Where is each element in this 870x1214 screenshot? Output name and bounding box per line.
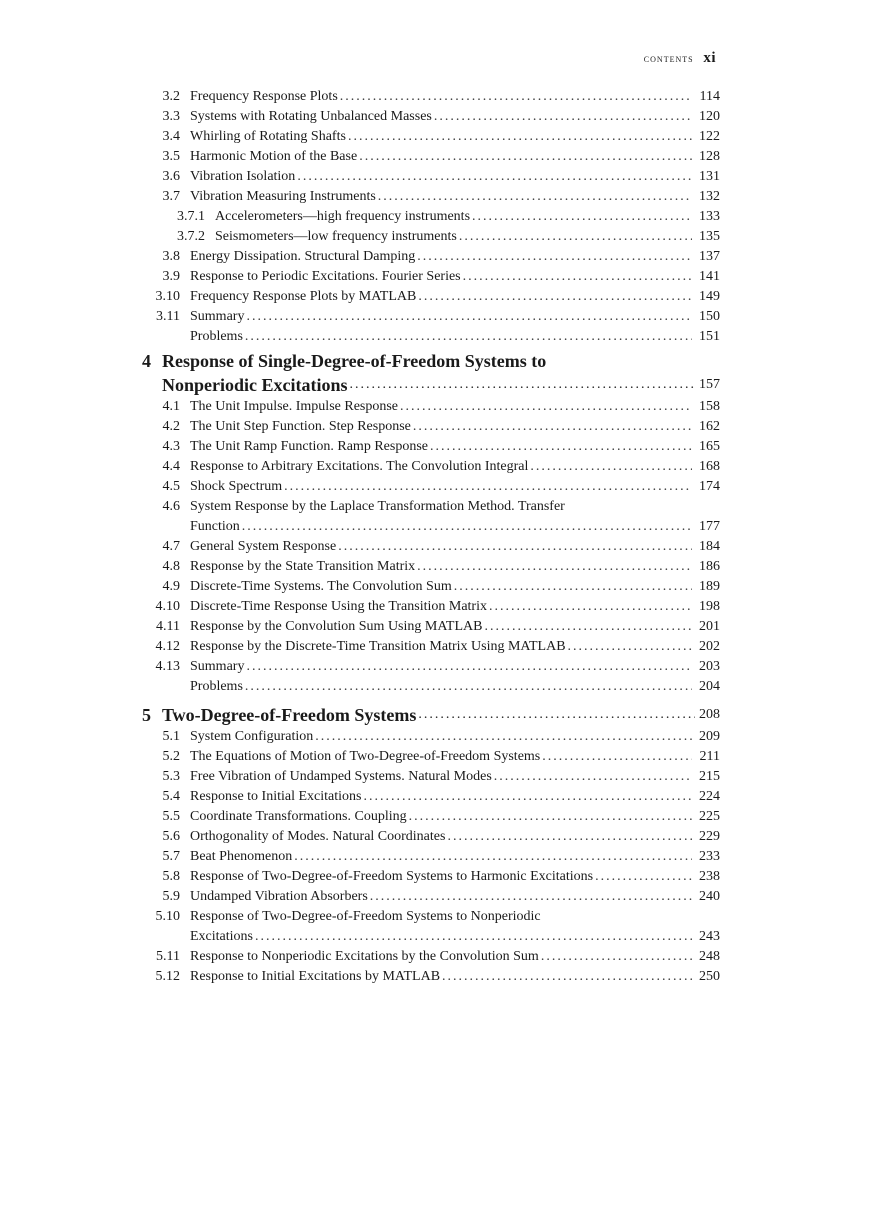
section-number: 4.4: [162, 459, 180, 474]
toc-entry: [130, 846, 720, 866]
leader-dots: [348, 128, 692, 146]
section-title: Undamped Vibration Absorbers: [190, 889, 368, 904]
toc-entry: [130, 886, 720, 906]
section-title: System Response by the Laplace Transformation Method. Transfer: [190, 499, 565, 514]
section-number: 4.5: [162, 479, 180, 494]
toc-section-ch4: [130, 396, 720, 696]
page-ref: 135: [699, 229, 720, 244]
toc-entry: [130, 556, 720, 576]
leader-dots: [454, 578, 692, 596]
chapter-4-heading: [142, 348, 720, 372]
page-ref: 243: [699, 929, 720, 944]
toc-entry: [130, 166, 720, 186]
toc-entry: [130, 246, 720, 266]
section-title: Response by the Convolution Sum Using MATLAB: [190, 619, 483, 634]
section-title: Accelerometers—high frequency instruments: [215, 209, 471, 224]
chapter-page: 208: [699, 707, 720, 722]
section-number: 3.7.2: [177, 229, 205, 244]
page-ref: 224: [699, 789, 720, 804]
leader-dots: [297, 168, 692, 186]
leader-dots: [370, 888, 692, 906]
section-number: 5.4: [162, 789, 180, 804]
section-number: 5.2: [162, 749, 180, 764]
leader-dots: [418, 288, 692, 306]
chapter-4-heading-cont: [142, 372, 720, 396]
section-number: 3.4: [162, 129, 180, 144]
toc-entry: [130, 86, 720, 106]
page-ref: 149: [699, 289, 720, 304]
section-number: 5.1: [162, 729, 180, 744]
section-number: 4.13: [155, 659, 180, 674]
toc-entry: [130, 536, 720, 556]
leader-dots: [255, 928, 692, 946]
toc-entry: [130, 786, 720, 806]
leader-dots: [530, 458, 692, 476]
toc-entry: [130, 926, 720, 946]
section-number: 4.7: [162, 539, 180, 554]
page-ref: 133: [699, 209, 720, 224]
section-number: 4.11: [156, 619, 180, 634]
toc-entry: [130, 226, 720, 246]
section-number: 4.9: [162, 579, 180, 594]
toc-section-ch5: [130, 726, 720, 986]
leader-dots: [315, 728, 692, 746]
page-ref: 209: [699, 729, 720, 744]
section-title: Energy Dissipation. Structural Damping: [190, 249, 416, 264]
leader-dots: [417, 558, 692, 576]
toc-entry: [130, 576, 720, 596]
section-title: Vibration Isolation: [190, 169, 296, 184]
toc-entry: [130, 866, 720, 886]
leader-dots: [242, 518, 692, 536]
leader-dots: [484, 618, 692, 636]
section-number: 5.5: [162, 809, 180, 824]
leader-dots: [400, 398, 692, 416]
section-title: Summary: [190, 659, 245, 674]
section-title: Summary: [190, 309, 245, 324]
page-ref: 131: [699, 169, 720, 184]
page-ref: 238: [699, 869, 720, 884]
section-number: 3.6: [162, 169, 180, 184]
section-number: 5.10: [155, 909, 180, 924]
page-ref: 248: [699, 949, 720, 964]
leader-dots: [541, 948, 692, 966]
leader-dots: [340, 88, 692, 106]
page-ref: 215: [699, 769, 720, 784]
leader-dots: [568, 638, 692, 656]
page-ref: 168: [699, 459, 720, 474]
toc-entry: [130, 266, 720, 286]
section-title: Response to Arbitrary Excitations. The Convolution Integral: [190, 459, 529, 474]
chapter-title: Two-Degree-of-Freedom Systems: [162, 705, 417, 725]
page-ref: 211: [699, 749, 720, 764]
toc-entry: [130, 966, 720, 986]
leader-dots: [284, 478, 692, 496]
page-ref: 158: [699, 399, 720, 414]
page-ref: 151: [699, 329, 720, 344]
chapter-5-heading: [142, 700, 720, 726]
toc-entry: [130, 906, 720, 926]
section-title: Function: [190, 519, 240, 534]
toc-section-ch3: [130, 86, 720, 346]
leader-dots: [463, 268, 692, 286]
toc-entry: [130, 326, 720, 346]
leader-dots: [494, 768, 692, 786]
page-ref: 120: [699, 109, 720, 124]
section-title: Whirling of Rotating Shafts: [190, 129, 346, 144]
toc-entry: [130, 286, 720, 306]
section-number: 5.3: [162, 769, 180, 784]
section-title: Systems with Rotating Unbalanced Masses: [190, 109, 432, 124]
page-ref: 240: [699, 889, 720, 904]
section-title: The Unit Step Function. Step Response: [190, 419, 411, 434]
section-title: Seismometers—low frequency instruments: [215, 229, 457, 244]
page-ref: 203: [699, 659, 720, 674]
leader-dots: [363, 788, 692, 806]
chapter-title-cont: Nonperiodic Excitations: [162, 375, 348, 395]
page-ref: 233: [699, 849, 720, 864]
leader-dots: [459, 228, 692, 246]
toc-entry: [130, 766, 720, 786]
section-number: 5.8: [162, 869, 180, 884]
toc-entry: [130, 726, 720, 746]
section-title: Frequency Response Plots: [190, 89, 338, 104]
toc-entry: [130, 616, 720, 636]
page-ref: 201: [699, 619, 720, 634]
page-ref: 202: [699, 639, 720, 654]
section-number: 3.9: [162, 269, 180, 284]
section-title: Free Vibration of Undamped Systems. Natural Modes: [190, 769, 492, 784]
leader-dots: [409, 808, 692, 826]
page-ref: 132: [699, 189, 720, 204]
section-number: 5.12: [155, 969, 180, 984]
toc-entry: [130, 206, 720, 226]
section-title: Response by the Discrete-Time Transition Matrix Using MATLAB: [190, 639, 566, 654]
section-title: Discrete-Time Systems. The Convolution Sum: [190, 579, 452, 594]
section-number: 4.8: [162, 559, 180, 574]
section-title: Response by the State Transition Matrix: [190, 559, 416, 574]
section-number: 5.7: [162, 849, 180, 864]
section-title: The Equations of Motion of Two-Degree-of-Freedom Systems: [190, 749, 541, 764]
section-number: 4.2: [162, 419, 180, 434]
section-number: 5.6: [162, 829, 180, 844]
section-number: 4.3: [162, 439, 180, 454]
section-number: 4.10: [155, 599, 180, 614]
section-title: General System Response: [190, 539, 337, 554]
toc-entry: [130, 746, 720, 766]
leader-dots: [442, 968, 692, 986]
page-ref: 186: [699, 559, 720, 574]
leader-dots: [434, 108, 692, 126]
section-number: 3.8: [162, 249, 180, 264]
section-title: Beat Phenomenon: [190, 849, 293, 864]
page-ref: 122: [699, 129, 720, 144]
page-ref: 150: [699, 309, 720, 324]
section-number: 3.2: [162, 89, 180, 104]
toc-entry: [130, 516, 720, 536]
section-title: Coordinate Transformations. Coupling: [190, 809, 407, 824]
chapter-title: Response of Single-Degree-of-Freedom Systems to: [162, 351, 547, 371]
toc-entry: [130, 596, 720, 616]
toc-entry: [130, 306, 720, 326]
section-title: System Configuration: [190, 729, 314, 744]
toc-entry: [130, 106, 720, 126]
page-ref: 198: [699, 599, 720, 614]
page-ref: 225: [699, 809, 720, 824]
toc-entry: [130, 636, 720, 656]
section-title: The Unit Ramp Function. Ramp Response: [190, 439, 428, 454]
section-title: Discrete-Time Response Using the Transition Matrix: [190, 599, 487, 614]
page-ref: 165: [699, 439, 720, 454]
toc-entry: [130, 146, 720, 166]
section-title: Orthogonality of Modes. Natural Coordinates: [190, 829, 446, 844]
leader-dots: [489, 598, 692, 616]
page-ref: 204: [699, 679, 720, 694]
toc-entry: [130, 186, 720, 206]
toc-entry: [130, 676, 720, 696]
toc-entry: [130, 396, 720, 416]
section-title: Problems: [190, 679, 243, 694]
page-ref: 174: [699, 479, 720, 494]
section-number: 5.11: [156, 949, 180, 964]
leader-dots: [417, 248, 692, 266]
page-ref: 177: [699, 519, 720, 534]
section-number: 4.6: [162, 499, 180, 514]
section-number: 3.3: [162, 109, 180, 124]
toc-entry: [130, 126, 720, 146]
leader-dots: [413, 418, 692, 436]
chapter-number: 5: [142, 705, 151, 725]
section-number: 4.1: [162, 399, 180, 414]
page-header: [560, 50, 716, 67]
page-ref: 184: [699, 539, 720, 554]
section-number: 3.5: [162, 149, 180, 164]
leader-dots: [472, 208, 692, 226]
section-title: Response of Two-Degree-of-Freedom Systems to Harmonic Excitations: [190, 869, 594, 884]
leader-dots: [246, 308, 692, 326]
leader-dots: [542, 748, 692, 766]
section-number: 3.11: [156, 309, 180, 324]
section-number: 4.12: [155, 639, 180, 654]
section-title: Problems: [190, 329, 243, 344]
toc-entry: [130, 456, 720, 476]
section-number: 3.10: [155, 289, 180, 304]
section-title: Response to Periodic Excitations. Fourier Series: [190, 269, 461, 284]
leader-dots: [359, 148, 692, 166]
page-ref: 162: [699, 419, 720, 434]
section-title: Response of Two-Degree-of-Freedom Systems to Nonperiodic: [190, 909, 541, 924]
section-title: Response to Nonperiodic Excitations by the Convolution Sum: [190, 949, 539, 964]
section-number: 3.7: [162, 189, 180, 204]
toc-entry: [130, 496, 720, 516]
leader-dots: [350, 374, 695, 396]
section-number: 5.9: [162, 889, 180, 904]
section-title: Response to Initial Excitations by MATLAB: [190, 969, 441, 984]
leader-dots: [338, 538, 692, 556]
leader-dots: [245, 328, 692, 346]
page-ref: 189: [699, 579, 720, 594]
toc-entry: [130, 806, 720, 826]
toc-entry: [130, 826, 720, 846]
leader-dots: [378, 188, 692, 206]
section-title: The Unit Impulse. Impulse Response: [190, 399, 399, 414]
section-title: Vibration Measuring Instruments: [190, 189, 376, 204]
section-title: Frequency Response Plots by MATLAB: [190, 289, 417, 304]
leader-dots: [430, 438, 692, 456]
running-head: CONTENTS: [643, 55, 694, 64]
chapter-page: 157: [699, 377, 720, 392]
section-title: Excitations: [190, 929, 253, 944]
leader-dots: [294, 848, 692, 866]
toc-entry: [130, 436, 720, 456]
toc-entry: [130, 656, 720, 676]
section-title: Shock Spectrum: [190, 479, 283, 494]
leader-dots: [418, 704, 695, 726]
chapter-number: 4: [142, 351, 151, 371]
section-title: Harmonic Motion of the Base: [190, 149, 358, 164]
section-number: 3.7.1: [177, 209, 205, 224]
toc-entry: [130, 476, 720, 496]
leader-dots: [595, 868, 692, 886]
toc-entry: [130, 946, 720, 966]
page-ref: 114: [699, 89, 720, 104]
page-ref: 137: [699, 249, 720, 264]
page-ref: 128: [699, 149, 720, 164]
page-number: xi: [703, 50, 716, 66]
section-title: Response to Initial Excitations: [190, 789, 362, 804]
table-of-contents: [130, 86, 720, 986]
leader-dots: [246, 658, 692, 676]
leader-dots: [245, 678, 692, 696]
page-ref: 229: [699, 829, 720, 844]
leader-dots: [447, 828, 692, 846]
toc-entry: [130, 416, 720, 436]
page-ref: 141: [699, 269, 720, 284]
page-ref: 250: [699, 969, 720, 984]
